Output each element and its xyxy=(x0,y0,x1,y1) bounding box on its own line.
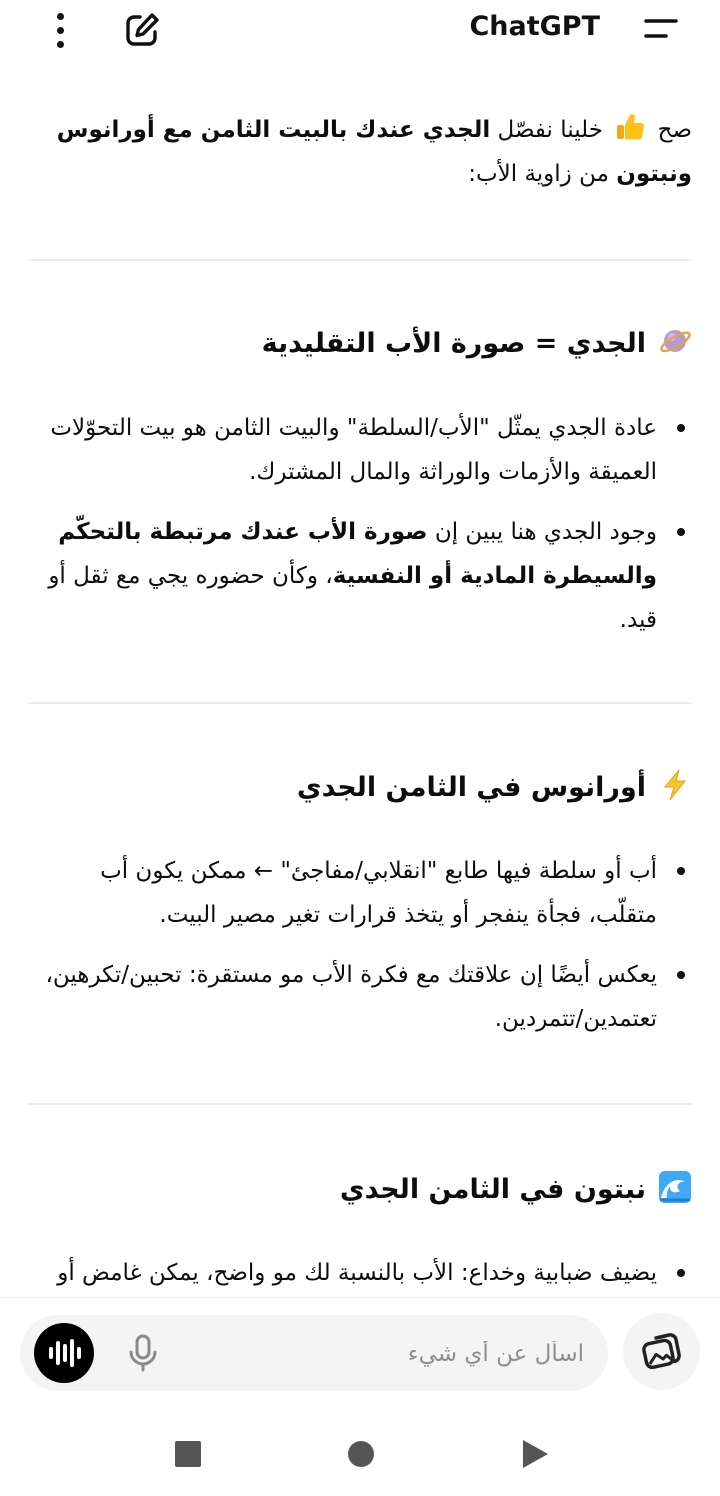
heading-text: نبتون في الثامن الجدي xyxy=(339,1174,646,1205)
circle-icon xyxy=(346,1439,376,1469)
divider xyxy=(28,1103,692,1105)
bullet-text: عادة الجدي يمثّل "الأب/السلطة" والبيت الثامن هو بيت التحوّلات العميقة والأزمات والوراثة والمال المشترك. xyxy=(50,415,657,485)
section-heading-3 xyxy=(340,1170,692,1205)
recents-button[interactable] xyxy=(173,1439,203,1469)
bottom-area xyxy=(0,1297,720,1496)
bullet-text: يعكس أيضًا إن علاقتك مع فكرة الأب مو مستقرة: تحبين/تكرهين، تعتمدين/تتمردين. xyxy=(45,962,657,1032)
microphone-icon xyxy=(126,1333,160,1373)
section-heading-1 xyxy=(262,324,692,359)
app-title: ChatGPT xyxy=(469,11,600,42)
triangle-icon xyxy=(520,1438,550,1470)
image-attach-icon xyxy=(623,1313,700,1390)
dictate-button[interactable] xyxy=(126,1333,160,1373)
heading-text: أورانوس في الثامن الجدي xyxy=(296,772,646,803)
message-input[interactable] xyxy=(190,1329,586,1379)
bullet-text: وجود الجدي هنا يبين إن xyxy=(434,519,657,545)
back-button[interactable] xyxy=(520,1438,550,1470)
bullet-text: ، وكأن حضوره يجي مع ثقل أو قيد. xyxy=(48,563,657,633)
voice-mode-icon xyxy=(34,1323,94,1383)
bullet-list-1 xyxy=(40,406,695,658)
intro-bold: الجدي عندك بالبيت الثامن مع أورانوس ونبتون xyxy=(56,117,692,187)
image-attach-button[interactable] xyxy=(623,1313,700,1390)
intro-text-3: من زاوية الأب: xyxy=(468,161,609,187)
list-item xyxy=(40,953,695,1041)
intro-text-1: صح xyxy=(657,117,692,143)
thumbs-up-emoji xyxy=(614,111,646,143)
assistant-intro xyxy=(40,108,692,196)
ringed-planet-emoji xyxy=(658,324,692,358)
lightning-emoji xyxy=(658,768,692,802)
square-icon xyxy=(173,1439,203,1469)
list-item xyxy=(40,510,695,642)
bullet-bold: صورة الأب عندك مرتبطة بالتحكّم والسيطرة المادية أو النفسية xyxy=(58,519,657,589)
home-button[interactable] xyxy=(346,1439,376,1469)
intro-text-2: خلينا نفصّل xyxy=(497,117,603,143)
composer xyxy=(20,1315,608,1391)
section-heading-2 xyxy=(297,768,692,803)
divider xyxy=(28,259,692,261)
bullet-list-2 xyxy=(40,849,695,1057)
list-item xyxy=(40,849,695,937)
wave-emoji xyxy=(658,1170,692,1204)
heading-text: الجدي = صورة الأب التقليدية xyxy=(261,328,646,359)
bullet-text: أب أو سلطة فيها طابع "انقلابي/مفاجئ" ← ممكن يكون أب متقلّب، فجأة ينفجر أو يتخذ قرارات تغير مصير البيت. xyxy=(100,858,657,928)
divider xyxy=(28,702,692,704)
voice-mode-button[interactable] xyxy=(34,1323,94,1383)
list-item xyxy=(40,406,695,494)
bullet-text: يضيف ضبابية وخداع: الأب بالنسبة لك مو واضح، يمكن غامض أو xyxy=(57,1260,657,1286)
